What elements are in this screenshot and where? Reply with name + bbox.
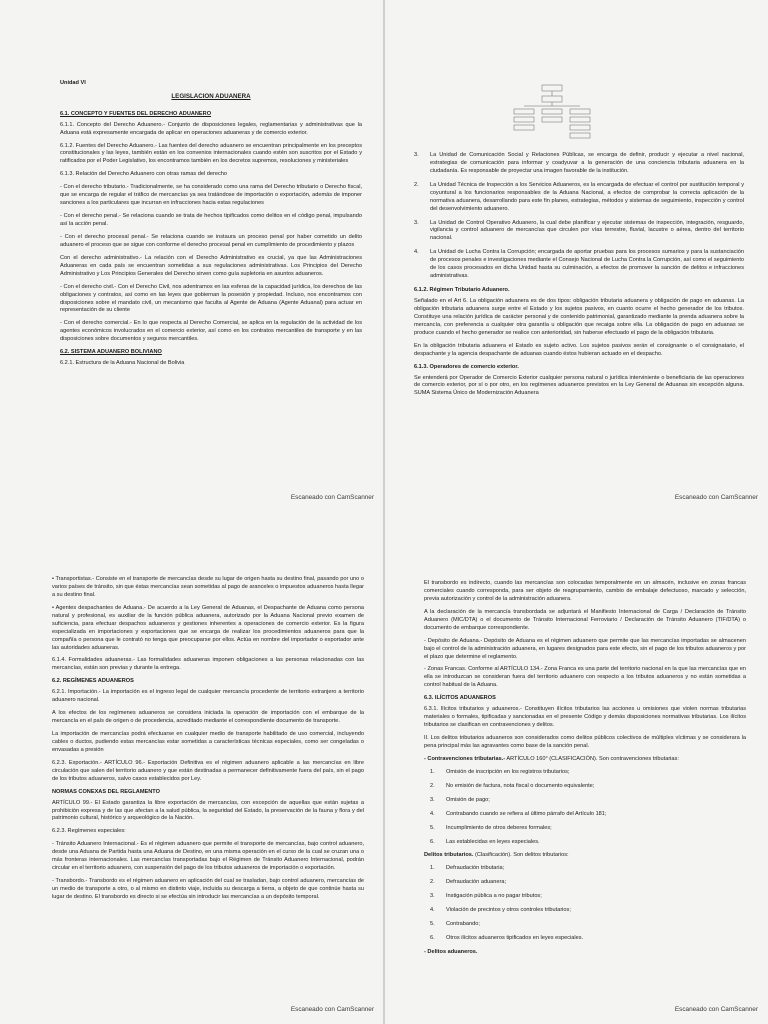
list-item: 2. No emisión de factura, nota fiscal o documento equivalente; <box>430 782 595 789</box>
section-heading: 6.1.3. Operadores de comercio exterior. <box>414 363 519 370</box>
paragraph: - Zonas Francas. Conforme al ARTÍCULO 134.- Zona Franca es una parte del territorio nacional en la que las mercancías que en ella se introduzcan se consideran fuera del territorio aduanero con respecto a los tributos aduaneros y no están sometidas a control habitual de la Aduana. <box>424 666 746 689</box>
paragraph: Delitos tributarios. (Clasificación). Son delitos tributarios: <box>424 852 569 859</box>
paragraph: 6.1.4. Formalidades aduaneras.- Las formalidades aduaneras imponen obligaciones a las personas relacionadas con las mercancías, están son previas y durante la entrega. <box>52 657 364 672</box>
section-heading: 6.2. SISTEMA ADUANERO BOLIVIANO <box>60 349 162 356</box>
paragraph: - Con el derecho tributario.- Tradicionalmente, se ha considerado como una rama del Derecho tributario o Derecho fiscal, que se encarga de regular el tráfico de mercancías ya sea tratándose de importación o exportación, además de imponer sanciones a los particulares que incurran en infracciones hacia estas regulaciones <box>60 184 362 207</box>
paragraph: A la declaración de la mercancía transbordada se adjuntará el Manifiesto Internacional de Carga / Declaración de Tránsito Aduanero (MIC/DTA) o el documento de Tránsito Internacional Ferroviario / Declaración de Tránsito Aduanero (TIF/DTA) o documento de embarque correspondiente. <box>424 608 746 631</box>
paragraph: II. Los delitos tributarios aduaneros son considerados como delitos públicos colectivos de múltiples víctimas y se considerara la pena principal más las agravantes como base de la sanción penal. <box>424 735 746 749</box>
paragraph: A los efectos de los regímenes aduaneros se considera iniciada la operación de importación con el embarque de la mercancía en el país de origen o de procedencia, acreditado mediante el correspondiente documento de transporte. <box>52 710 364 725</box>
list-item: 3. Omisión de pago; <box>430 796 490 803</box>
scanned-page-4 <box>384 512 768 1024</box>
list-item: 5. Incumplimiento de otros deberes formales; <box>430 824 552 831</box>
section-heading: 6.1.2. Régimen Tributario Aduanero. <box>414 287 510 294</box>
paragraph: 6.2.3. Exportación.- ARTÍCULO 96.- Exportación Definitiva es el régimen aduanero aplicable a las mercancías en libre circulación que salen del territorio aduanero y que están destinadas a permanecer definitivamente fuera del país, sin el pago de los tributos aduaneros, salvo casos establecidos por Ley. <box>52 759 364 782</box>
section-heading: NORMAS CONEXAS DEL REGLAMENTO <box>52 788 160 795</box>
paragraph: El transbordo es indirecto, cuando las mercancías son colocadas temporalmente en un almacén, inclusive en zonas francas comerciales cuando corresponda, para ser objeto de reagrupamiento, cambio de embalaje defectuoso, marcado y selección, previa autorización y control de la administración aduanera. <box>424 580 746 602</box>
list-item: 4. La Unidad de Lucha Contra la Corrupción; encargada de aportar pruebas para los procesos sumarios y para la sustanciación de procesos penales e investigaciones mediante el Consejo Nacional de Lucha Contra la Corrupción, así como el seguimiento de los casos procesados en dicha Unidad hasta su culminación, a efectos de promover la sanción de delitos e infracciones administrativas. <box>414 249 744 280</box>
scanned-page-3 <box>0 512 384 1024</box>
paragraph: - Con el derecho civil.- Con el Derecho Civil, nos adentramos en las esferas de la capacidad jurídica, los derechos de las obligaciones y contratos, así como en las leyes que gobiernan la posesión y propiedad. Incluso, nos encontramos con disposiciones sobre el mandato civil, un mecanismo que faculta al Agente de Aduana (Agente Aduanal) para actuar en representación de su cliente <box>60 283 362 314</box>
delitos-label: Delitos tributarios. <box>424 852 474 859</box>
section-heading: 6.1. CONCEPTO Y FUENTES DEL DERECHO ADUANERO <box>60 110 212 117</box>
paragraph: Con el derecho administrativo.- La relación con el Derecho Administrativo es crucial, ya que las Administraciones Aduaneras en cada país se encuentran sometidas a sus regulaciones administrativas. Los Principios del Derecho Administrativo y Los Principios Generales del Derecho sirven como guía supletoria en asuntos aduaneros. <box>60 254 362 277</box>
section-heading: 6.3. ILÍCITOS ADUANEROS <box>424 695 496 702</box>
scanner-footer: Escaneado con CamScanner <box>290 493 374 501</box>
section-heading: 6.2. REGÍMENES ADUANEROS <box>52 678 134 685</box>
contravenciones-label: - Contravenciones tributarias.- <box>424 755 506 762</box>
list-item: 6. Otros ilícitos aduaneros tipificados en leyes especiales. <box>430 935 584 942</box>
list-item: 2. Defraudación aduanera; <box>430 879 507 886</box>
units-list <box>414 152 744 281</box>
section-heading: - Delitos aduaneros. <box>424 949 478 955</box>
paragraph: 6.3.1. Ilícitos tributarios y aduaneros.- Constituyen ilícitos tributarios las acciones u omisiones que violen normas tributarias materiales o formales, tipificadas y sancionadas en el presente Código y demás disposiciones normativas tributarias. Los ilícitos tributarios se clasifican en contravenciones y delitos. <box>424 706 746 729</box>
paragraph: - Transbordo.- Transbordo es el régimen aduanero en aplicación del cual se trasladan, bajo control aduanero, mercancías de un medio de transporte a otro, o al mismo en distinto viaje, incluida su descarga a tierra, a objeto de que continúe hasta su lugar de destino. El transbordo es directo si se efectúa sin introducir las mercancías a un depósito temporal. <box>52 878 364 900</box>
scanned-page-1 <box>0 0 384 512</box>
list-item: 3. La Unidad de Control Operativo Aduanero, la cual debe planificar y ejecutar sistemas de inspección, integración, resguardo, vigilancia y control aduanero de mercancías que circulen por vías terrestre, fluvial, lacustre o aérea, dentro del territorio nacional. <box>414 219 744 242</box>
paragraph: 6.2.1. Estructura de la Aduana Nacional de Bolivia <box>60 360 185 367</box>
list-item: 6. Las establecidas en leyes especiales. <box>430 838 540 845</box>
scanner-footer: Escaneado con CamScanner <box>290 1005 374 1013</box>
list-item: 1. Omisión de inscripción en los registros tributarios; <box>430 768 570 775</box>
paragraph: - Contravenciones tributarias.- ARTÍCULO 160° (CLASIFICACIÓN). Son contravenciones tributarias: <box>424 755 679 762</box>
paragraph: - Depósito de Aduana.- Depósito de Aduana es el régimen aduanero que permite que las mercancías importadas se almacenen bajo el control de la administración aduanera, en lugares designados para este efecto, sin el pago de los tributos aduaneros y por el plazo que determine el reglamento. <box>424 637 746 660</box>
delitos-list <box>424 865 746 943</box>
paragraph: 6.2.1. Importación.- La importación es el ingreso legal de cualquier mercancía procedente de territorio extranjero a territorio aduanero nacional. <box>52 689 364 704</box>
list-item: 4. Violación de precintos y otros controles tributarios; <box>430 907 571 914</box>
list-item: 3. Instigación pública a no pagar tributos; <box>430 893 542 900</box>
paragraph: La importación de mercancías podrá efectuarse en cualquier medio de transporte habilitado de uso comercial, incluyendo cables o ductos, pudiendo estas mercancías estar sometidas a características técnicas especiales, como ser congeladas o envasadas a presión <box>52 731 364 753</box>
paragraph: - Con el derecho comercial.- En lo que respecta al Derecho Comercial, se aplica en la regulación de la actividad de los agentes económicos involucrados en el comercio exterior, así como en los contratos mercantiles de transporte y en las disposiciones sobre documentos y seguros mercantiles. <box>60 320 362 343</box>
paragraph: ARTÍCULO 99.- El Estado garantiza la libre exportación de mercancías, con excepción de aquellas que están sujetas a prohibición expresa y de las que afectan a la salud pública, la seguridad del Estado, la preservación de la fauna y flora y del patrimonio cultural, histórico y arqueológico de la Nación. <box>52 799 364 822</box>
paragraph: 6.1.3. Relación del Derecho Aduanero con otras ramas del derecho <box>60 171 227 178</box>
page-title: LEGISLACION ADUANERA <box>171 92 251 100</box>
list-item: 2. La Unidad Técnica de Inspección a los Servicios Aduaneros, es la encargada de efectuar el control por sustitución temporal y coyuntural a los funcionarios responsables de la Aduana Nacional, a efectos de comprobar la correcta aplicación de la normativa aduanera, desarrollando para este fin planes, estrategias, métodos y sistemas de seguimiento, inspección y control del desenvolvimiento aduanero. <box>414 181 744 212</box>
paragraph: 6.1.2. Fuentes del Derecho Aduanero.- Las fuentes del derecho aduanero se encuentran principalmente en los preceptos constitucionales y las leyes, también están en los convenios internacionales cuando estén son suscritos por el Estado y ratificados por el Poder Legislativo, los encontramos también en los decretos supremos, resoluciones y ministeriales <box>60 142 362 165</box>
paragraph: • Transportistas.- Consiste en el transporte de mercancías desde su lugar de origen hasta su destino final, pasando por uno o varios países de tránsito, sin que éstas mercancías sean sometidas al pago de aranceles o impuestos aduaneros hasta llegar a su destino final. <box>52 576 364 598</box>
paragraph: En la obligación tributaria aduanera el Estado es sujeto activo. Los sujetos pasivos serán el consignante o el consignatario, el despachante y la agencia despachante de aduanas cuando éstos hubieran actuado en el despacho. <box>414 342 744 357</box>
list-item: 4. Contrabando cuando se refiera al último párrafo del Artículo 181; <box>430 810 607 817</box>
paragraph: - Con el derecho procesal penal.- Se relaciona cuando se instaura un proceso penal por haber cometido un delito aduanero el proceso que se sigue con conforme el derecho procesal penal en cumplimiento de procedimiento y plazos <box>60 233 362 248</box>
scanner-footer: Escaneado con CamScanner <box>674 1005 758 1013</box>
unit-label: Unidad VI <box>60 80 86 86</box>
list-item: 5. Contrabando; <box>430 921 480 928</box>
paragraph: 6.1.1. Concepto del Derecho Aduanero.- Conjunto de disposiciones legales, reglamentarias y administrativas que la Aduana está expresamente encargada de aplicar en operaciones aduaneras y de comercio exterior. <box>60 121 362 136</box>
paragraph: - Con el derecho penal.- Se relaciona cuando se trata de hechos tipificados como delitos en el código penal, impulsando así la acción penal. <box>60 213 362 228</box>
paragraph: • Agentes despachantes de Aduana.- De acuerdo a la Ley General de Aduanas, el Despachante de Aduana como persona natural y profesional, es auxiliar de la función pública aduanera, autorizado por la Aduana Nacional previo examen de suficiencia, para efectuar despachos aduaneros y gestiones inherentes a operaciones de comercio exterior. Es la figura especializada en importaciones y exportaciones que se encarga de realizar los procedimientos aduaneros para que la compañía o persona que le contrató no tenga que preocuparse por ellos. Actúa en nombre del importador o exportador ante las autoridades aduaneras. <box>52 604 364 651</box>
scanner-footer: Escaneado con CamScanner <box>674 493 758 501</box>
paragraph: Se entenderá por Operador de Comercio Exterior cualquier persona natural o jurídica interviniente o beneficiaria de las operaciones de comercio exterior, por sí o por otro, en los regímenes aduaneros previstos en la Ley General de Aduanas sin excepción alguna. SUMA Sistema Único de Modernización Aduanera <box>414 374 744 397</box>
paragraph: - Tránsito Aduanero Internacional.- Es el régimen aduanero que permite el transporte de mercancías, bajo control aduanero, desde una Aduana de Partida hasta una Aduana de Destino, en una misma operación en el curso de la cual se cruzan una o más fronteras internacionales. Las mercancías transportadas bajo el Régimen de Tránsito Aduanero Internacional, podrán circular en el territorio aduanero, con suspensión del pago de los tributos aduaneros de importación o exportación. <box>52 841 364 872</box>
scanned-page-2 <box>384 0 768 512</box>
contravenciones-list <box>424 769 746 847</box>
org-chart-diagram <box>512 84 592 140</box>
paragraph: Señalado en el Art 6. La obligación aduanera es de dos tipos: obligación tributaria aduanera y obligación de pago en aduanas. La obligación tributaria aduanera surge entre el Estado y los sujetos pasivos, en cuanto ocurre el hecho generador de los tributos. Constituye una relación jurídica de carácter personal y de contenido patrimonial, garantizado mediante la prenda aduanera sobre la mercancía, con preferencia a cualquier otra garantía u obligación que recaiga sobre ella. La obligación de pago en aduanas se produce cuando el hecho generador se realice con anterioridad, sin haberse efectuado el pago de la obligación tributaria. <box>414 298 744 336</box>
list-item: 3. La Unidad de Comunicación Social y Relaciones Públicas, se encarga de definir, producir y ejecutar a nivel nacional, estrategias de comunicación para informar y coadyuvar a la generación de una conciencia tributaria aduanera en la ciudadanía. Es responsable de proyectar una imagen favorable de la institución. <box>414 151 744 174</box>
paragraph: 6.2.3. Regímenes especiales: <box>52 828 126 835</box>
list-item: 1. Defraudación tributaria; <box>430 865 505 872</box>
